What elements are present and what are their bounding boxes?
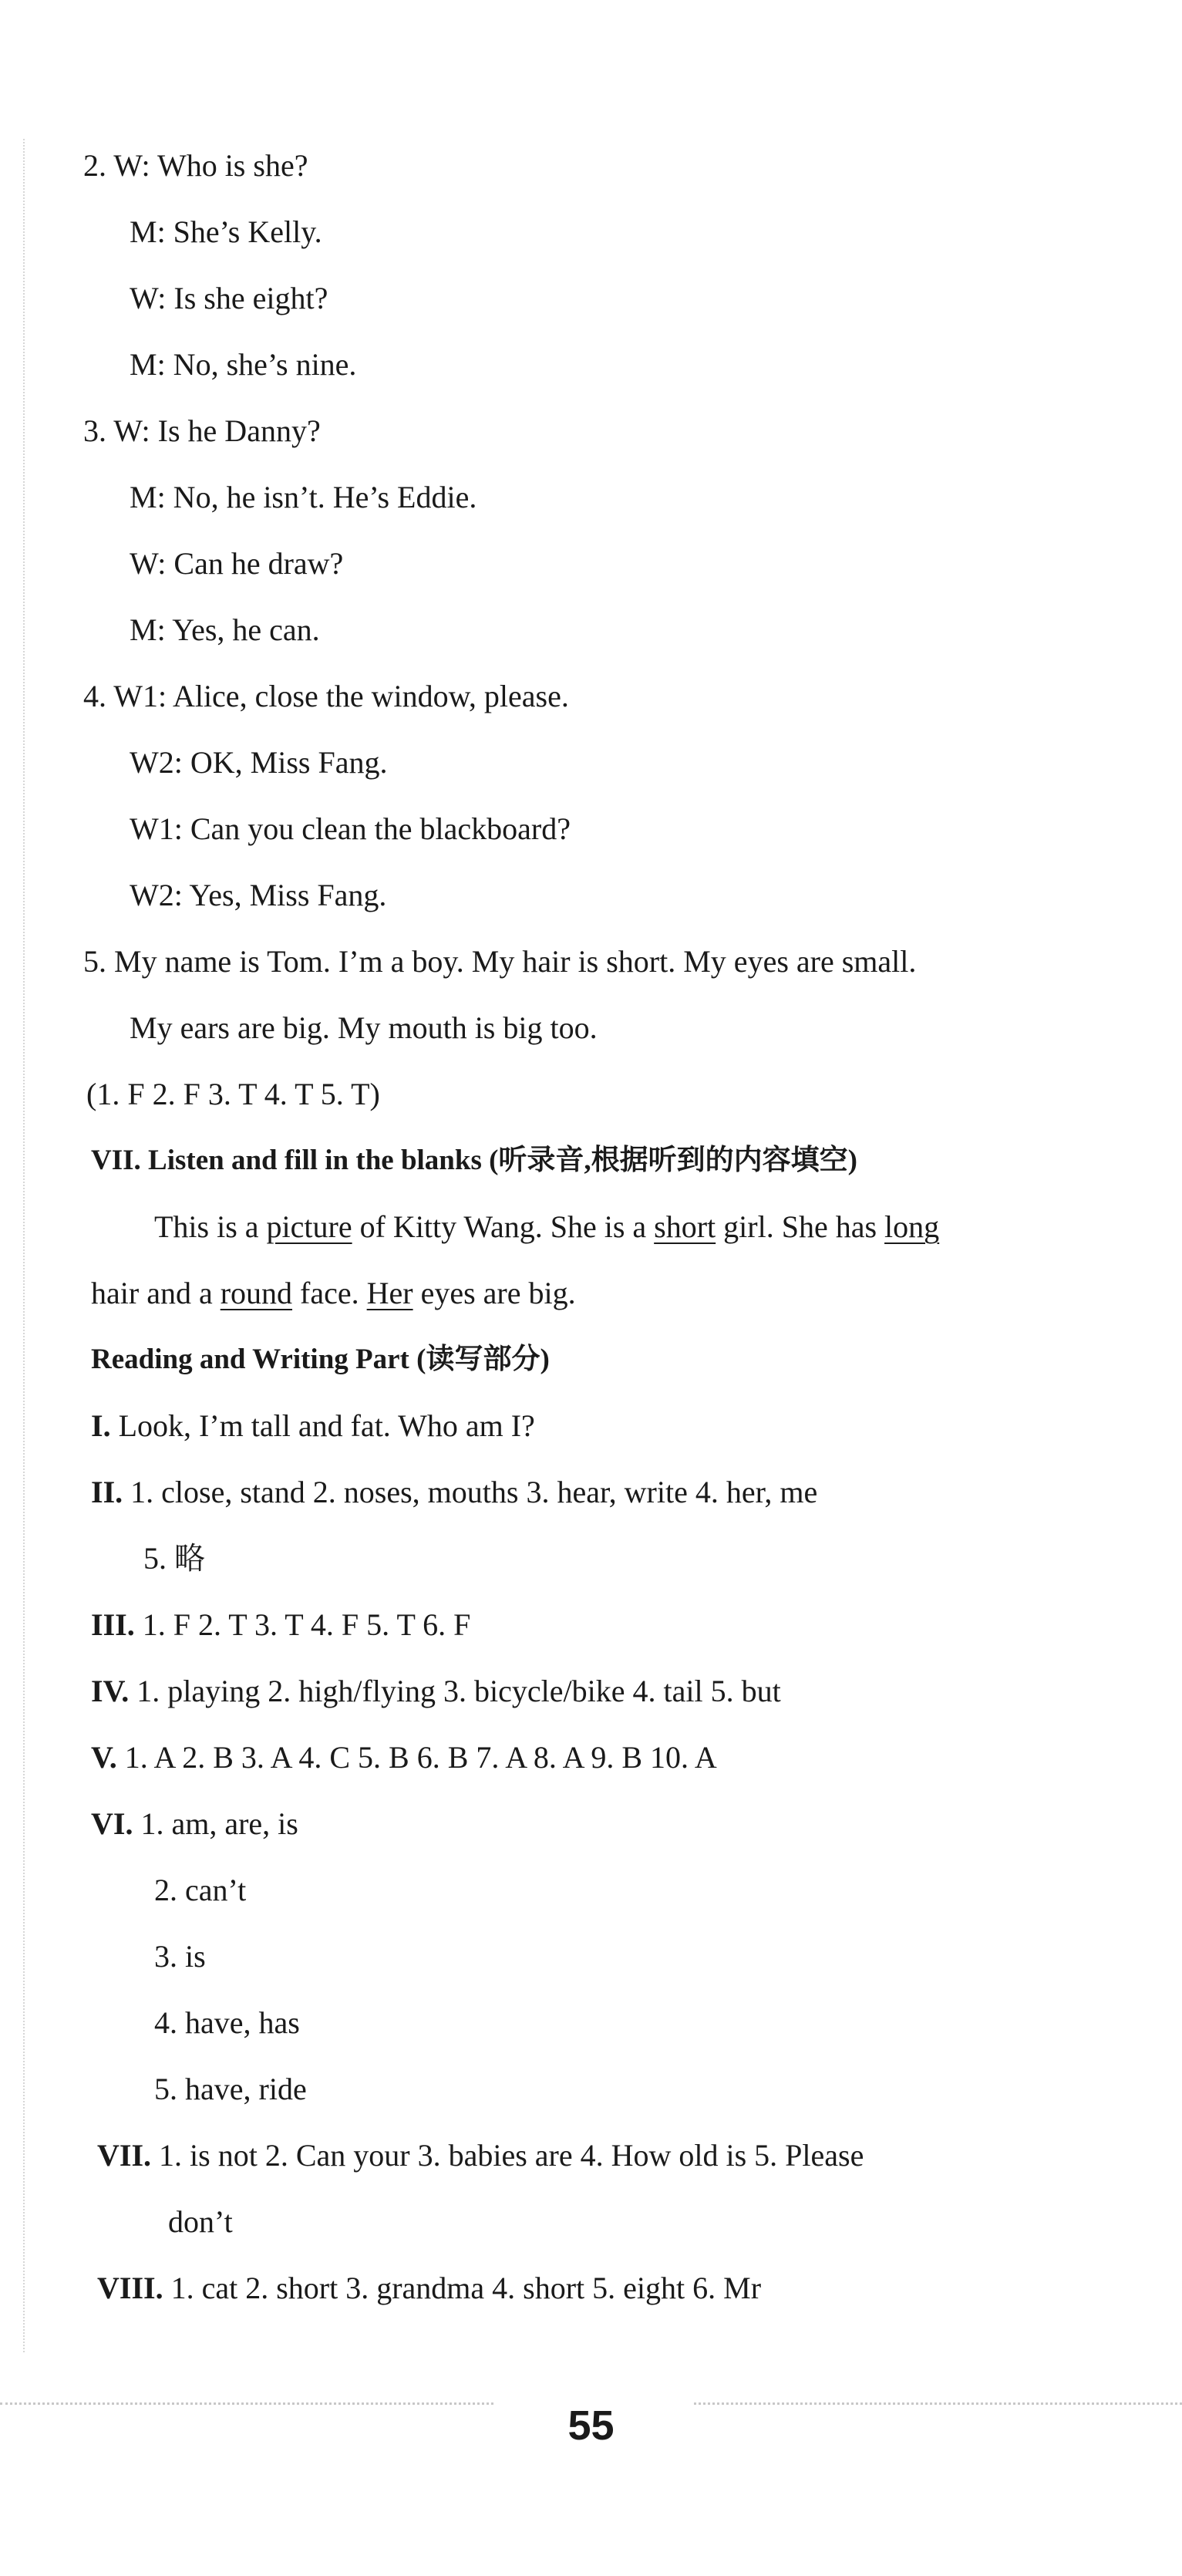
- reading-VI-item3: 3. is: [154, 1939, 206, 1974]
- q4-line1: 4. W1: Alice, close the window, please.: [83, 679, 569, 713]
- reading-IV: IV. 1. playing 2. high/flying 3. bicycle/bike 4. tail 5. but: [91, 1674, 781, 1708]
- passage-line2: hair and a round face. Her eyes are big.: [91, 1276, 576, 1310]
- q2-line3: W: Is she eight?: [130, 281, 328, 315]
- reading-VI-item2: 2. can’t: [154, 1873, 247, 1907]
- passage-line1: This is a picture of Kitty Wang. She is a short girl. She has long: [154, 1209, 940, 1244]
- page-number: 55: [567, 2402, 615, 2449]
- blank-2: short: [654, 1209, 716, 1244]
- section-7-heading: VII. Listen and fill in the blanks (听录音,根据听到的内容填空): [91, 1145, 857, 1176]
- q3-line3: W: Can he draw?: [130, 546, 344, 581]
- q3-line2: M: No, he isn’t. He’s Eddie.: [130, 480, 477, 514]
- reading-VIII: VIII. 1. cat 2. short 3. grandma 4. short 5. eight 6. Mr: [97, 2271, 762, 2305]
- listening-answers: (1. F 2. F 3. T 4. T 5. T): [86, 1077, 380, 1111]
- q4-line4: W2: Yes, Miss Fang.: [130, 878, 387, 912]
- q2-line2: M: She’s Kelly.: [130, 214, 322, 249]
- q2-line4: M: No, she’s nine.: [130, 347, 357, 382]
- reading-V: V. 1. A 2. B 3. A 4. C 5. B 6. B 7. A 8. A 9. B 10. A: [91, 1740, 717, 1775]
- reading-VI-item5: 5. have, ride: [154, 2072, 307, 2106]
- q5-line1: 5. My name is Tom. I’m a boy. My hair is short. My eyes are small.: [83, 944, 917, 979]
- reading-writing-heading: Reading and Writing Part (读写部分): [91, 1344, 550, 1375]
- blank-1: picture: [266, 1209, 352, 1244]
- q2-line1: 2. W: Who is she?: [83, 148, 308, 183]
- q5-line2: My ears are big. My mouth is big too.: [130, 1010, 598, 1045]
- reading-II-cont: 5. 略: [143, 1541, 205, 1576]
- blank-3: long: [884, 1209, 940, 1244]
- reading-III: III. 1. F 2. T 3. T 4. F 5. T 6. F: [91, 1607, 471, 1642]
- reading-VII-cont: don’t: [168, 2204, 233, 2239]
- q3-line4: M: Yes, he can.: [130, 612, 320, 647]
- blank-5: Her: [366, 1276, 413, 1310]
- reading-II: II. 1. close, stand 2. noses, mouths 3. hear, write 4. her, me: [91, 1475, 818, 1509]
- q3-line1: 3. W: Is he Danny?: [83, 413, 321, 448]
- reading-VI-item4: 4. have, has: [154, 2005, 300, 2040]
- q4-line3: W1: Can you clean the blackboard?: [130, 811, 571, 846]
- q4-line2: W2: OK, Miss Fang.: [130, 745, 388, 780]
- margin-line: [23, 139, 25, 2352]
- reading-I: I. Look, I’m tall and fat. Who am I?: [91, 1408, 535, 1443]
- reading-VI: VI. 1. am, are, is: [91, 1806, 298, 1841]
- reading-VII: VII. 1. is not 2. Can your 3. babies are 4. How old is 5. Please: [97, 2138, 864, 2173]
- blank-4: round: [220, 1276, 293, 1310]
